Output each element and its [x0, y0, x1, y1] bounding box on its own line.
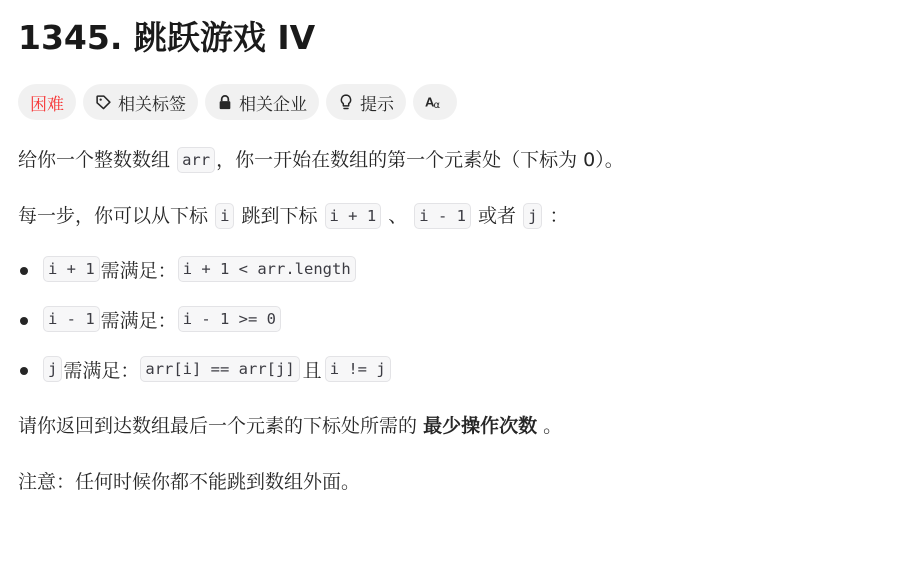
- problem-tags-row: [18, 84, 457, 120]
- hint-tag-label: 提示: [360, 94, 394, 115]
- text: 需满足：: [100, 260, 177, 282]
- lock-icon: [217, 94, 233, 111]
- list-item: [18, 356, 392, 406]
- inline-code: i + 1 < arr.length: [178, 256, 356, 282]
- text: ，你一开始在数组的第一个元素处（下标为 0）。: [216, 149, 624, 171]
- list-item: [18, 306, 392, 356]
- inline-code: j: [523, 203, 542, 229]
- description-note: 注意：任何时候你都不能跳到数组外面。: [18, 471, 361, 493]
- difficulty-label: 困难: [30, 94, 64, 115]
- lightbulb-icon: [338, 93, 354, 112]
- inline-code: i - 1: [414, 203, 471, 229]
- text: 请你返回到达数组最后一个元素的下标处所需的: [18, 415, 418, 437]
- svg-text:α: α: [433, 100, 441, 111]
- description-paragraph-1: [18, 145, 624, 175]
- bullet: [20, 367, 28, 375]
- jump-rules-list: [18, 256, 392, 406]
- text: 或者: [478, 205, 517, 227]
- inline-code: i + 1: [43, 256, 100, 282]
- text: 、: [388, 205, 408, 227]
- bullet: [20, 317, 28, 325]
- text: 。: [543, 415, 563, 437]
- list-item: [18, 256, 392, 306]
- translate-icon: [425, 93, 445, 111]
- text: 给你一个整数数组: [18, 149, 171, 171]
- text: 且: [302, 360, 322, 382]
- translate-button[interactable]: [413, 84, 457, 120]
- text: 跳到下标: [241, 205, 318, 227]
- problem-title: [18, 15, 315, 61]
- text: ：: [549, 205, 569, 227]
- topics-tag-button[interactable]: [83, 84, 198, 120]
- problem-number: 1345.: [18, 18, 123, 57]
- inline-code: i - 1 >= 0: [178, 306, 281, 332]
- inline-code: i != j: [325, 356, 391, 382]
- inline-code: i - 1: [43, 306, 100, 332]
- inline-code: j: [43, 356, 62, 382]
- text: 需满足：: [63, 360, 140, 382]
- problem-name: 跳跃游戏 IV: [133, 18, 316, 57]
- topics-tag-label: 相关标签: [118, 94, 186, 115]
- emphasis-text: 最少操作次数: [423, 415, 538, 437]
- bullet: [20, 267, 28, 275]
- inline-code: i + 1: [325, 203, 382, 229]
- inline-code: i: [215, 203, 234, 229]
- description-paragraph-2: [18, 201, 568, 231]
- inline-code: arr[i] == arr[j]: [140, 356, 299, 382]
- difficulty-badge: [18, 84, 76, 120]
- text: 需满足：: [100, 310, 177, 332]
- text: 每一步，你可以从下标: [18, 205, 209, 227]
- hint-tag-button[interactable]: [326, 84, 406, 120]
- companies-tag-button[interactable]: [205, 84, 319, 120]
- inline-code: arr: [177, 147, 215, 173]
- svg-text:A: A: [425, 94, 435, 110]
- tag-icon: [95, 94, 112, 111]
- description-paragraph-3: [18, 411, 562, 441]
- companies-tag-label: 相关企业: [239, 94, 307, 115]
